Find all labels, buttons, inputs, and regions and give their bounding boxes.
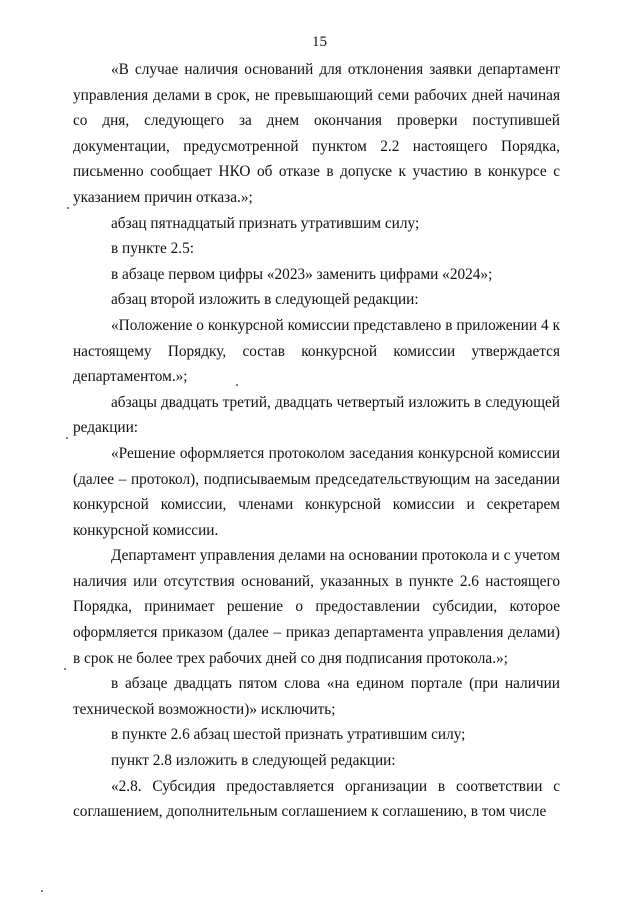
scan-speck <box>41 890 43 892</box>
scan-speck <box>64 668 66 670</box>
paragraph: «Решение оформляется протоколом заседания конкурсной комиссии (далее – протокол), подписываемым председательствующим на заседании конкурсной комиссии, членами конкурсной комиссии и секретарем конкурсной комиссии. <box>73 444 560 539</box>
page-number: 15 <box>312 34 327 50</box>
scan-speck <box>66 437 68 439</box>
document-body <box>73 57 560 825</box>
paragraph: абзац пятнадцатый признать утратившим силу; <box>111 214 420 232</box>
paragraph: пункт 2.8 изложить в следующей редакции: <box>111 752 396 770</box>
paragraph: в пункте 2.5: <box>111 240 194 258</box>
paragraph: в абзаце двадцать пятом слова «на едином портале (при наличии технической возможности)» исключить; <box>73 675 560 718</box>
scan-speck <box>236 384 238 386</box>
paragraph: абзац второй изложить в следующей редакции: <box>111 291 419 309</box>
paragraph: Департамент управления делами на основании протокола и с учетом наличия или отсутствия оснований, указанных в пункте 2.6 настоящего Порядка, принимает решение о предоставлении субсидии, которое оформляется приказом (далее – приказ департамента управления делами) в срок не более трех рабочих дней со дня подписания протокола.»; <box>73 547 560 667</box>
paragraph: «Положение о конкурсной комиссии представлено в приложении 4 к настоящему Порядку, состав конкурсной комиссии утверждается департаментом.»; <box>73 316 560 386</box>
paragraph: в абзаце первом цифры «2023» заменить цифрами «2024»; <box>111 265 493 283</box>
paragraph: в пункте 2.6 абзац шестой признать утратившим силу; <box>111 726 466 744</box>
paragraph: абзацы двадцать третий, двадцать четвертый изложить в следующей редакции: <box>73 393 560 437</box>
paragraph: «В случае наличия оснований для отклонения заявки департамент управления делами в срок, не превышающий семи рабочих дней начиная со дня, следующего за днем окончания проверки поступившей документации, предусмотренной пунктом 2.2 настоящего Порядка, письменно сообщает НКО об отказе в допуске к участию в конкурсе с указанием причин отказа.»; <box>73 61 560 206</box>
paragraph: «2.8. Субсидия предоставляется организации в соответствии с соглашением, дополнительным соглашением к соглашению, в том числе <box>73 777 560 821</box>
scan-speck <box>67 207 69 209</box>
